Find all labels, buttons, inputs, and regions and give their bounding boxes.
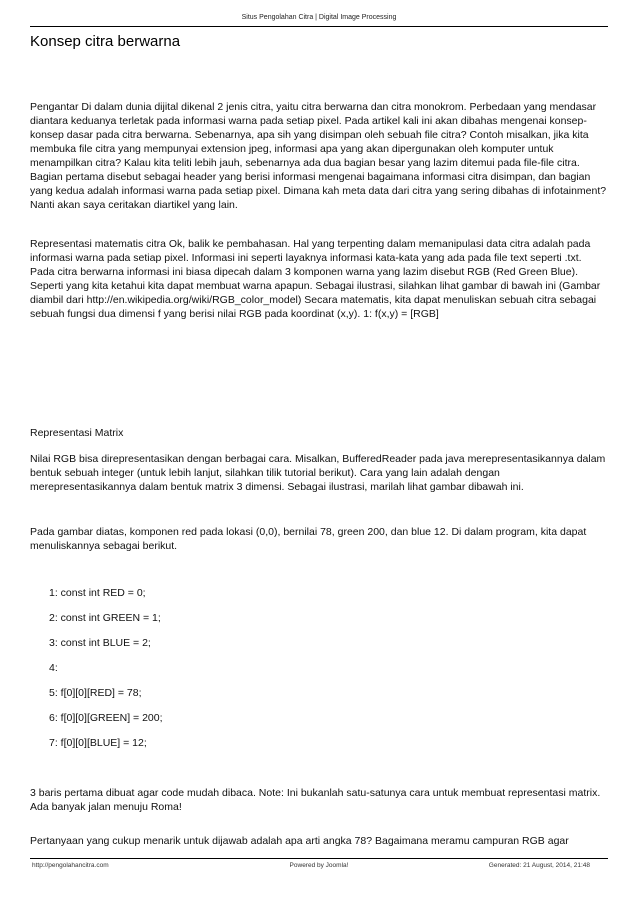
code-line: 3: const int BLUE = 2; [49,637,151,649]
code-line: 5: f[0][0][RED] = 78; [49,687,142,699]
code-line: 7: f[0][0][BLUE] = 12; [49,737,147,749]
code-line: 6: f[0][0][GREEN] = 200; [49,712,163,724]
note-paragraph: 3 baris pertama dibuat agar code mudah dibaca. Note: Ini bukanlah satu-satunya cara untuk membuat representasi matrix. Ada banyak jalan menuju Roma! [30,787,601,813]
code-line: 2: const int GREEN = 1; [49,612,161,624]
code-line: 4: [49,662,58,674]
example-paragraph: Pada gambar diatas, komponen red pada lokasi (0,0), bernilai 78, green 200, dan blue 12. Di dalam program, kita dapat menuliskannya sebagai berikut. [30,526,587,552]
footer-divider [30,858,608,859]
code-line: 1: const int RED = 0; [49,587,146,599]
page-header: Situs Pengolahan Citra | Digital Image Processing [241,14,397,21]
intro-paragraph: Pengantar Di dalam dunia dijital dikenal 2 jenis citra, yaitu citra berwarna dan citra monokrom. Perbedaan yang mendasar diantara keduanya terletak pada informasi warna pada setiap pixel. Pada artikel kali ini akan dibahas mengenai konsep-konsep dasar pada citra berwarna. Sebenarnya, apa sih yang disimpan oleh sebuah file citra? Contoh misalkan, jika kita membuka file citra yang mempunyai extension jpeg, informasi apa yang akan dipergunakan oleh komputer untuk menampilkan citra? Kalau kita teliti lebih jauh, sebenarnya ada dua bagian besar yang lazim ditemui pada file-file citra. Bagian pertama disebut sebagai header yang berisi informasi mengenai bagaimana informasi citra disimpan, dan bagian yang kedua adalah informasi warna pada setiap pixel. Dimana kah meta data dari citra yang sering dibahas di infotainment? Nanti akan saya ceritakan diartikel yang lain. [30,101,607,211]
section-heading-matrix: Representasi Matrix [30,427,124,439]
representation-paragraph: Representasi matematis citra Ok, balik ke pembahasan. Hal yang terpenting dalam memanipulasi data citra adalah pada informasi warna pada setiap pixel. Informasi ini seperti layaknya informasi kata-kata yang ada pada file text seperti .txt. Pada citra berwarna informasi ini biasa dipecah dalam 3 komponen warna yang lazim disebut RGB (Red Green Blue). Seperti yang kita ketahui kita dapat membuat warna apapun. Sebagai ilustrasi, silahkan lihat gambar di bawah ini (Gambar diambil dari http://en.wikipedia.org/wiki/RGB_color_model) Secara matematis, kita dapat menuliskan sebuah citra sebagai sebuah fungsi dua dimensi f yang berisi nilai RGB pada koordinat (x,y). 1: f(x,y) = [RGB] [30,238,601,320]
article-title: Konsep citra berwarna [30,33,181,50]
question-paragraph: Pertanyaan yang cukup menarik untuk dijawab adalah apa arti angka 78? Bagaimana meramu campuran RGB agar [30,835,569,847]
header-divider [30,26,608,27]
footer-generated-date: Generated: 21 August, 2014, 21:48 [488,862,590,869]
matrix-paragraph: Nilai RGB bisa direpresentasikan dengan berbagai cara. Misalkan, BufferedReader pada java merepresentasikannya dalam bentuk sebuah integer (untuk lebih lanjut, silahkan tilik tutorial berikut). Cara yang lain adalah dengan merepresentasikannya dalam bentuk matrix 3 dimensi. Sebagai ilustrasi, marilah lihat gambar dibawah ini. [30,453,606,493]
footer-powered-by: Powered by Joomla! [289,862,349,869]
footer-site-link[interactable]: http://pengolahancitra.com [32,862,109,869]
